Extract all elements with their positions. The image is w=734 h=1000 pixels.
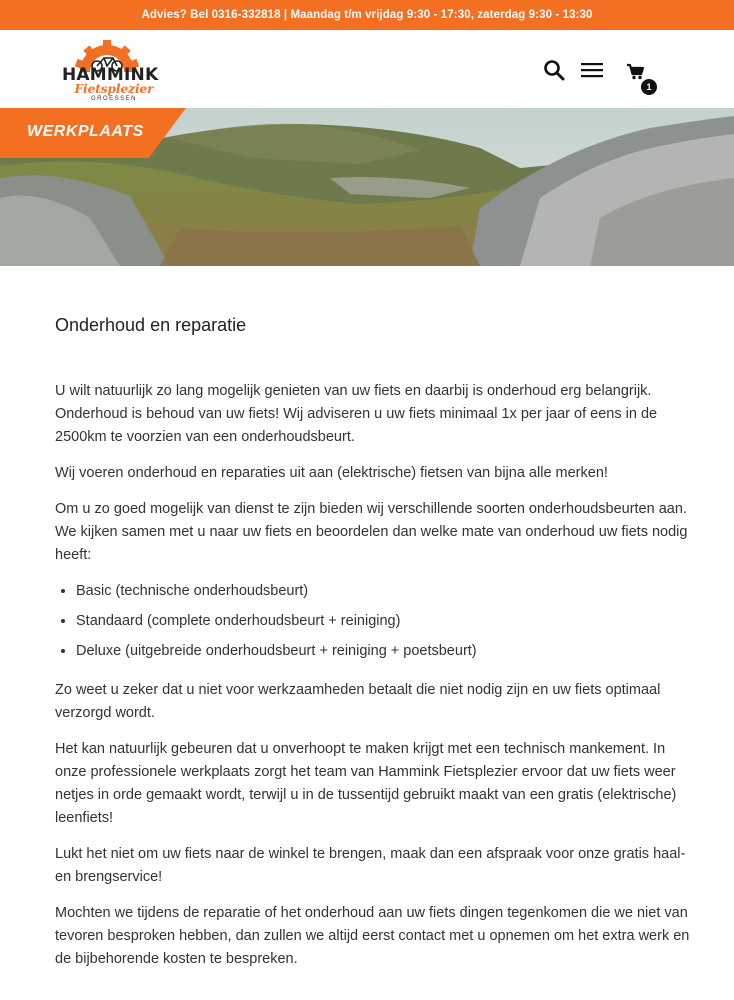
list-item: • Deluxe (uitgebreide onderhoudsbeurt + reiniging + poetsbeurt) [76,640,695,663]
paragraph: Lukt het niet om uw fiets naar de winkel te brengen, maak dan een afspraak voor onze gratis haal- en brengservice! [55,846,686,885]
top-info-text: Advies? Bel 0316-332818 | Maandag t/m vrijdag 9:30 - 17:30, zaterdag 9:30 - 13:30 [141,9,593,21]
hero-tag-label: WERKPLAATS [27,123,144,140]
logo-location: GROESSEN [90,96,137,102]
site-header [0,30,734,108]
paragraph: Zo weet u zeker dat u niet voor werkzaamheden betaalt die niet nodig zijn en uw fiets optimaal verzorgd wordt. [55,682,661,721]
hamburger-menu-icon [580,58,604,82]
paragraph: Het kan natuurlijk gebeuren dat u onverhoopt te maken krijgt met een technisch mankement. In onze professionele werkplaats zorgt het team van Hammink Fietsplezier ervoor dat uw fiets weer netjes in orde gemaakt wordt, terwijl u in de tussentijd gebruikt maakt van een gratis (elektrische) leenfiets! [55,741,677,826]
list-item: • Standaard (complete onderhoudsbeurt + reiniging) [76,610,695,633]
search-icon [542,58,566,82]
main-content [55,300,695,984]
paragraph: U wilt natuurlijk zo lang mogelijk genieten van uw fiets en daarbij is onderhoud erg belangrijk. Onderhoud is behoud van uw fiets! Wij adviseren u uw fiets minimaal 1x per jaar of eens in de 2500km te voorzien van een onderhoudsbeurt. [55,383,658,445]
cart-count-badge: 1 [641,79,657,95]
service-list [76,580,695,663]
list-item: • Basic (technische onderhoudsbeurt) [76,580,695,603]
paragraph: Om u zo goed mogelijk van dienst te zijn bieden wij verschillende soorten onderhoudsbeurten aan. We kijken samen met u naar uw fiets en beoordelen dan welke mate van onderhoud uw fiets nodig heeft: [55,501,688,563]
search-button[interactable] [542,58,566,82]
page-title: Onderhoud en reparatie [55,315,247,335]
site-logo[interactable] [60,38,159,102]
top-info-bar [0,0,734,30]
cart-icon [624,58,648,82]
menu-button[interactable] [580,58,604,82]
paragraph: Mochten we tijdens de reparatie of het onderhoud aan uw fiets dingen tegenkomen die we niet van tevoren besproken hebben, dan zullen we altijd eerst contact met u opnemen om het extra werk en de bijbehorende kosten te bespreken. [55,905,690,967]
logo-name: HAMMINK [62,65,159,85]
logo-script: Fietsplezier [74,82,154,96]
paragraph: Wij voeren onderhoud en reparaties uit aan (elektrische) fietsen van bijna alle merken! [55,465,608,481]
